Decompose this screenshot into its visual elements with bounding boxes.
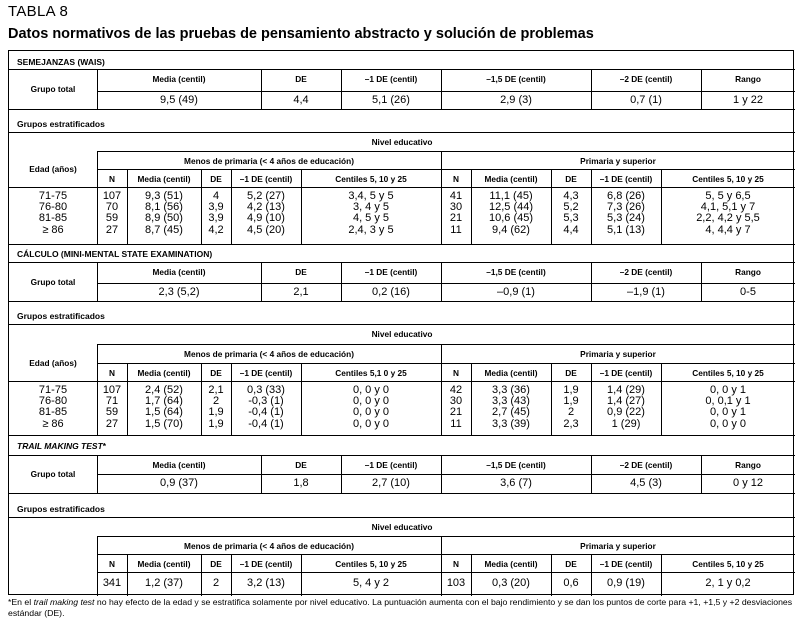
prim-media-value: 3,3 (36): [492, 384, 530, 396]
column-header: Media (centil): [152, 267, 206, 277]
column-line: [301, 363, 302, 435]
column-header: Centiles 5, 10 y 25: [335, 174, 407, 184]
menos-de-value: 2: [212, 395, 220, 408]
table-label: TABLA 8: [8, 3, 69, 20]
menos-cent-value: 3, 4 y 5: [352, 201, 390, 214]
rule-line: [9, 435, 795, 436]
footnote-lead: *En el: [8, 597, 34, 607]
prim-media-value: 3,3 (39): [492, 417, 530, 430]
menos-m1-value: -0,4 (1): [248, 417, 284, 430]
trail-menos-value: 2: [212, 577, 220, 589]
column-header: DE: [565, 174, 577, 184]
prim-media-value: 9,4 (62): [492, 223, 530, 236]
column-header: Media (centil): [152, 74, 206, 84]
column-line: [471, 169, 472, 244]
prim-cent-value: 5, 5 y 6,5: [705, 190, 751, 202]
menos-n-value: 59: [105, 212, 119, 225]
prim-de-value: 2: [567, 406, 575, 419]
menos-n-value: 27: [105, 223, 119, 236]
column-header: Media (centil): [484, 368, 538, 378]
column-line: [261, 262, 262, 301]
column-header: –1,5 DE (centil): [486, 74, 546, 84]
column-line: [591, 554, 592, 596]
section-title: [17, 441, 106, 451]
menos-de-value: 4: [212, 190, 220, 202]
column-header: N: [453, 174, 459, 184]
menos-de-value: 3,9: [208, 201, 224, 214]
column-header: –1 DE (centil): [364, 267, 418, 277]
prim-n-value: 42: [449, 384, 463, 396]
prim-m1-value: 5,1 (13): [607, 223, 645, 236]
menos-n-value: 59: [105, 406, 119, 419]
column-line: [97, 536, 98, 596]
column-header: Media (centil): [137, 559, 191, 569]
prim-m1-value: 5,3 (24): [607, 212, 645, 225]
total-value: 3,6 (7): [500, 477, 532, 489]
age-group: 81-85: [38, 406, 68, 419]
section-title: CÁLCULO (MINI-MENTAL STATE EXAMINATION): [17, 249, 213, 259]
column-header: Centiles 5, 10 y 25: [692, 368, 764, 378]
menos-primaria-header: Menos de primaria (< 4 años de educación): [184, 156, 354, 166]
column-header: Centiles 5,1 0 y 25: [335, 368, 407, 378]
column-header: Media (centil): [137, 368, 191, 378]
prim-n-value: 41: [449, 190, 463, 202]
total-value: 1 y 22: [733, 94, 763, 106]
menos-primaria-header: Menos de primaria (< 4 años de educación): [184, 541, 354, 551]
rule-line: [97, 91, 795, 92]
menos-cent-value: 0, 0 y 0: [352, 406, 390, 419]
column-header: –1,5 DE (centil): [486, 267, 546, 277]
rule-line: [97, 283, 795, 284]
prim-cent-value: 0, 0 y 1: [709, 406, 747, 419]
menos-de-value: 4,2: [208, 223, 224, 236]
column-line: [591, 455, 592, 493]
column-line: [441, 151, 442, 169]
norms-table: [8, 50, 794, 595]
column-line: [231, 169, 232, 244]
rule-line: [9, 517, 795, 518]
total-value: 0,2 (16): [372, 286, 410, 298]
column-line: [341, 455, 342, 493]
column-line: [441, 262, 442, 301]
column-header: DE: [210, 368, 222, 378]
column-header: Rango: [735, 460, 761, 470]
column-line: [591, 169, 592, 244]
total-value: 0 y 12: [733, 477, 763, 489]
column-line: [551, 363, 552, 435]
prim-m1-value: 1 (29): [611, 417, 641, 430]
total-value: 0-5: [740, 286, 756, 298]
trail-menos-value: 5, 4 y 2: [352, 577, 390, 589]
prim-n-value: 21: [449, 212, 463, 225]
column-line: [551, 554, 552, 596]
menos-m1-value: 4,2 (13): [247, 201, 285, 214]
column-header: –2 DE (centil): [619, 460, 673, 470]
rule-line: [97, 344, 795, 345]
primaria-superior-header: Primaria y superior: [580, 541, 656, 551]
column-header: DE: [565, 559, 577, 569]
menos-cent-value: 0, 0 y 0: [352, 384, 390, 396]
total-value: 9,5 (49): [160, 94, 198, 106]
footnote-italic: trail making test: [33, 597, 95, 607]
age-group: 76-80: [38, 201, 68, 214]
menos-de-value: 3,9: [208, 212, 224, 225]
menos-cent-value: 4, 5 y 5: [352, 212, 390, 225]
prim-m1-value: 1,4 (27): [607, 395, 645, 408]
rule-line: [9, 244, 795, 245]
menos-primaria-header: Menos de primaria (< 4 años de educación): [184, 349, 354, 359]
column-line: [441, 69, 442, 109]
column-header: N: [109, 174, 115, 184]
column-line: [591, 363, 592, 435]
prim-cent-value: 2,2, 4,2 y 5,5: [696, 212, 760, 225]
menos-m1-value: 4,5 (20): [247, 223, 285, 236]
column-header: N: [109, 368, 115, 378]
rule-line: [9, 109, 795, 110]
age-group: 81-85: [38, 212, 68, 225]
column-line: [661, 169, 662, 244]
column-line: [201, 363, 202, 435]
column-line: [441, 363, 442, 435]
menos-m1-value: -0,4 (1): [248, 406, 284, 419]
column-line: [231, 554, 232, 596]
prim-m1-value: 1,4 (29): [607, 384, 645, 396]
footnote-text: no hay efecto de la edad y se estratifica solamente por nivel educativo. La puntuación aumenta con el bajo rendimiento y se dan los puntos de corte para +1, +1,5 y +2 desviaciones estándar (DE).: [8, 597, 793, 618]
age-group: 71-75: [38, 190, 68, 202]
trail-prim-value: 0,3 (20): [492, 577, 530, 589]
column-line: [341, 69, 342, 109]
column-header: N: [453, 368, 459, 378]
total-value: 0,7 (1): [630, 94, 662, 106]
trail-menos-value: 1,2 (37): [145, 577, 183, 589]
column-header: –1 DE (centil): [239, 174, 293, 184]
column-header: Rango: [735, 74, 761, 84]
menos-media-value: 8,9 (50): [145, 212, 183, 225]
column-line: [201, 169, 202, 244]
rule-line: [9, 132, 795, 133]
column-line: [661, 363, 662, 435]
menos-m1-value: 0,3 (33): [247, 384, 285, 396]
column-line: [127, 169, 128, 244]
column-header: –1 DE (centil): [599, 368, 653, 378]
trail-prim-value: 103: [446, 577, 466, 589]
prim-de-value: 1,9: [563, 395, 579, 408]
age-group: ≥ 86: [42, 417, 64, 430]
trail-prim-value: 0,6: [563, 577, 579, 589]
primaria-superior-header: Primaria y superior: [580, 349, 656, 359]
column-line: [701, 262, 702, 301]
prim-media-value: 3,3 (43): [492, 395, 530, 408]
column-line: [661, 554, 662, 596]
section-title-text: TRAIL MAKING TEST: [17, 441, 103, 451]
column-line: [301, 169, 302, 244]
menos-media-value: 1,7 (64): [145, 395, 183, 408]
trail-menos-value: 3,2 (13): [247, 577, 285, 589]
column-line: [701, 69, 702, 109]
rule-line: [9, 301, 795, 302]
prim-media-value: 10,6 (45): [488, 212, 534, 225]
trail-prim-value: 2, 1 y 0,2: [705, 577, 751, 589]
rule-line: [9, 493, 795, 494]
column-line: [261, 455, 262, 493]
prim-de-value: 2,3: [563, 417, 579, 430]
prim-m1-value: 7,3 (26): [607, 201, 645, 214]
age-group: ≥ 86: [42, 223, 64, 236]
menos-media-value: 8,1 (56): [145, 201, 183, 214]
age-group: 76-80: [38, 395, 68, 408]
rule-line: [97, 536, 795, 537]
column-header: DE: [295, 460, 307, 470]
column-line: [591, 262, 592, 301]
rule-line: [97, 474, 795, 475]
column-line: [97, 344, 98, 435]
column-line: [201, 554, 202, 596]
menos-media-value: 1,5 (70): [145, 417, 183, 430]
column-line: [471, 554, 472, 596]
rule-line: [9, 262, 795, 263]
menos-n-value: 70: [105, 201, 119, 214]
column-header: –2 DE (centil): [619, 267, 673, 277]
column-header: Rango: [735, 267, 761, 277]
total-value: 0,9 (37): [160, 477, 198, 489]
menos-cent-value: 0, 0 y 0: [352, 417, 390, 430]
prim-n-value: 21: [449, 406, 463, 419]
column-header: Centiles 5, 10 y 25: [335, 559, 407, 569]
column-line: [97, 151, 98, 244]
column-line: [97, 262, 98, 301]
prim-n-value: 11: [450, 223, 462, 236]
rule-line: [9, 69, 795, 70]
column-line: [591, 69, 592, 109]
menos-m1-value: 5,2 (27): [247, 190, 285, 202]
menos-media-value: 9,3 (51): [145, 190, 183, 202]
total-value: 1,8: [293, 477, 309, 489]
nivel-educativo-header: Nivel educativo: [371, 329, 433, 339]
edad-header: Edad (años): [29, 357, 77, 368]
column-header: N: [453, 559, 459, 569]
column-header: –1 DE (centil): [364, 74, 418, 84]
prim-de-value: 4,4: [563, 223, 579, 236]
menos-media-value: 2,4 (52): [145, 384, 183, 396]
column-line: [441, 169, 442, 244]
prim-media-value: 12,5 (44): [488, 201, 534, 214]
trail-prim-value: 0,9 (19): [607, 577, 645, 589]
section-title: SEMEJANZAS (WAIS): [17, 57, 105, 67]
nivel-educativo-header: Nivel educativo: [371, 137, 433, 147]
menos-de-value: 1,9: [208, 417, 224, 430]
column-line: [301, 554, 302, 596]
column-header: Centiles 5, 10 y 25: [692, 559, 764, 569]
nivel-educativo-header: Nivel educativo: [371, 522, 433, 532]
column-header: Media (centil): [484, 559, 538, 569]
grupos-estratificados-label: Grupos estratificados: [17, 504, 105, 514]
column-line: [261, 69, 262, 109]
rule-line: [9, 324, 795, 325]
total-value: 5,1 (26): [372, 94, 410, 106]
column-header: –2 DE (centil): [619, 74, 673, 84]
primaria-superior-header: Primaria y superior: [580, 156, 656, 166]
column-line: [97, 69, 98, 109]
column-line: [127, 554, 128, 596]
column-header: –1,5 DE (centil): [486, 460, 546, 470]
menos-n-value: 107: [102, 384, 122, 396]
prim-de-value: 4,3: [563, 190, 579, 202]
column-header: Media (centil): [484, 174, 538, 184]
menos-n-value: 71: [105, 395, 119, 408]
prim-media-value: 11,1 (45): [489, 190, 533, 202]
column-line: [441, 536, 442, 596]
page-title: Datos normativos de las pruebas de pensamiento abstracto y solución de problemas: [8, 26, 594, 42]
menos-de-value: 2,1: [208, 384, 224, 396]
prim-n-value: 11: [450, 417, 462, 430]
grupos-estratificados-label: Grupos estratificados: [17, 119, 105, 129]
menos-media-value: 1,5 (64): [145, 406, 183, 419]
total-value: 2,1: [293, 286, 309, 298]
prim-cent-value: 0, 0 y 0: [709, 417, 747, 430]
prim-media-value: 2,7 (45): [492, 406, 530, 419]
prim-de-value: 1,9: [563, 384, 579, 396]
column-header: –1 DE (centil): [364, 460, 418, 470]
prim-de-value: 5,2: [563, 201, 579, 214]
menos-m1-value: -0,3 (1): [248, 395, 284, 408]
prim-m1-value: 6,8 (26): [607, 190, 645, 202]
column-line: [127, 363, 128, 435]
total-value: 4,4: [293, 94, 309, 106]
grupo-total-label: Grupo total: [30, 84, 76, 94]
grupos-estratificados-label: Grupos estratificados: [17, 311, 105, 321]
prim-de-value: 5,3: [563, 212, 579, 225]
column-header: Media (centil): [137, 174, 191, 184]
menos-n-value: 107: [102, 190, 122, 202]
footnote-marker: *: [102, 441, 107, 451]
column-line: [341, 262, 342, 301]
menos-cent-value: 0, 0 y 0: [352, 395, 390, 408]
prim-m1-value: 0,9 (22): [607, 406, 645, 419]
menos-cent-value: 2,4, 3 y 5: [348, 223, 394, 236]
menos-m1-value: 4,9 (10): [247, 212, 285, 225]
prim-cent-value: 4,1, 5,1 y 7: [700, 201, 756, 214]
grupo-total-label: Grupo total: [30, 469, 76, 479]
edad-header: Edad (años): [29, 164, 77, 174]
column-header: –1 DE (centil): [599, 559, 653, 569]
menos-de-value: 1,9: [208, 406, 224, 419]
rule-line: [97, 151, 795, 152]
prim-n-value: 30: [449, 395, 463, 408]
prim-cent-value: 0, 0,1 y 1: [705, 395, 751, 408]
column-header: DE: [210, 559, 222, 569]
prim-n-value: 30: [449, 201, 463, 214]
column-line: [701, 455, 702, 493]
age-group: 71-75: [38, 384, 68, 396]
column-header: DE: [210, 174, 222, 184]
total-value: 2,9 (3): [500, 94, 532, 106]
total-value: 2,7 (10): [372, 477, 410, 489]
column-line: [97, 455, 98, 493]
column-header: N: [109, 559, 115, 569]
grupo-total-label: Grupo total: [30, 276, 76, 287]
trail-menos-value: 341: [102, 577, 122, 589]
column-line: [441, 344, 442, 363]
rule-line: [9, 455, 795, 456]
menos-n-value: 27: [105, 417, 119, 430]
column-header: Media (centil): [152, 460, 206, 470]
total-value: 2,3 (5,2): [158, 286, 200, 298]
column-line: [551, 169, 552, 244]
column-line: [441, 455, 442, 493]
menos-media-value: 8,7 (45): [145, 223, 183, 236]
column-header: DE: [295, 267, 307, 277]
column-header: –1 DE (centil): [239, 559, 293, 569]
column-line: [471, 363, 472, 435]
column-header: DE: [295, 74, 307, 84]
prim-cent-value: 0, 0 y 1: [709, 384, 747, 396]
column-header: –1 DE (centil): [599, 174, 653, 184]
prim-cent-value: 4, 4,4 y 7: [705, 223, 751, 236]
column-line: [231, 363, 232, 435]
column-header: Centiles 5, 10 y 25: [692, 174, 764, 184]
menos-cent-value: 3,4, 5 y 5: [348, 190, 394, 202]
footnote: [8, 597, 794, 619]
column-header: –1 DE (centil): [239, 368, 293, 378]
total-value: –0,9 (1): [497, 286, 535, 298]
column-header: DE: [565, 368, 577, 378]
total-value: 4,5 (3): [630, 477, 662, 489]
total-value: –1,9 (1): [627, 286, 665, 298]
